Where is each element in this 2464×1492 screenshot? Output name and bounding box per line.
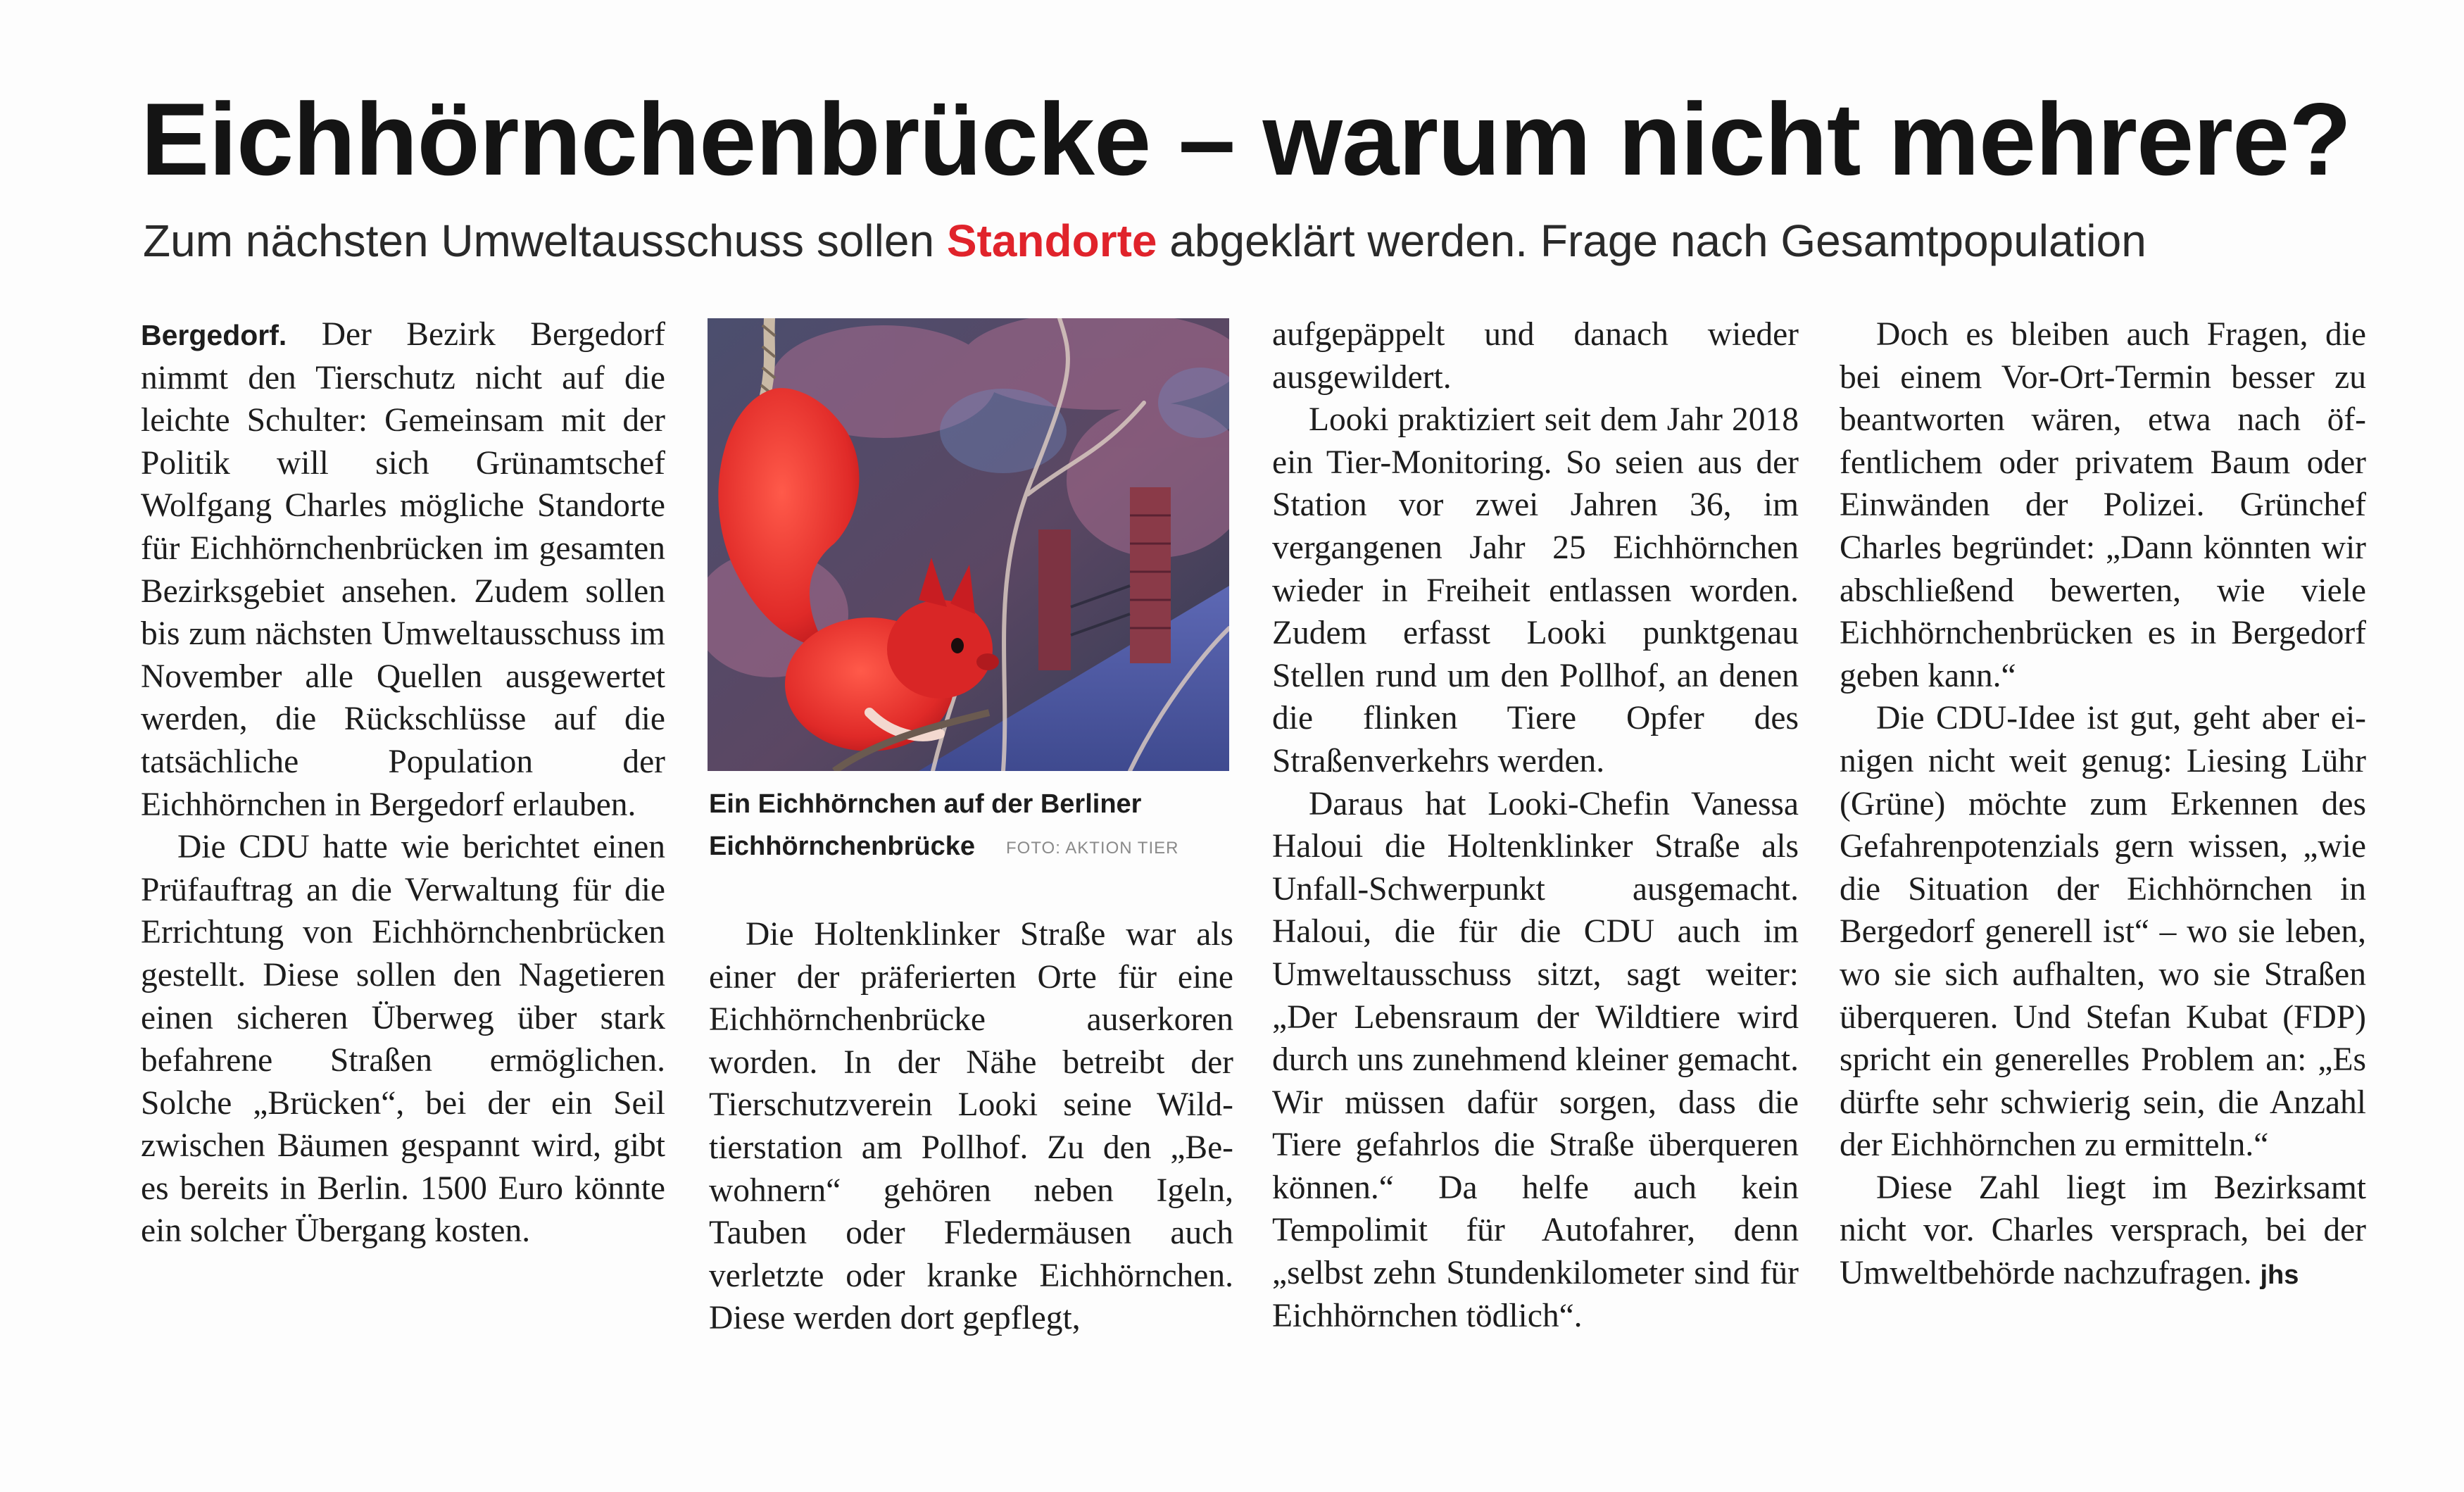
article-column-4: [1840, 313, 2366, 1297]
paragraph: Die CDU hatte wie berichtet einen Prüfauftrag an die Verwaltung für die Errichtung von Eichhörnchenbrücken gestellt. Diese sollen den Nagetieren einen sicheren Überweg über stark befahrene Straßen ermöglichen. Solche „Brücken“, bei der ein Seil zwischen Bäumen gespannt wird, gibt es bereits in Berlin. 1500 Euro könnte ein solcher Übergang kosten.: [141, 829, 665, 1250]
squirrel-illustration: [708, 318, 1229, 771]
subhead-text-before: Zum nächsten Umweltausschuss sollen: [143, 215, 947, 266]
paragraph: Looki praktiziert seit dem Jahr 2018 ein Tier-Monitoring. So seien aus der Station vor zwei Jahren 36, im vergangenen Jahr 25 Eichhörnchen wieder in Freiheit entlassen worden. Zudem erfasst Looki punktgenau Stellen rund um den Pollhof, an denen die flinken Tiere Opfer des Straßenverkehrs werden.: [1272, 401, 1799, 779]
paragraph: aufgepäppelt und danach wieder ausgewildert.: [1272, 316, 1799, 396]
paragraph-text: Diese Zahl liegt im Bezirksamt nicht vor. Charles versprach, bei der Umweltbehörde nachzufragen.: [1840, 1169, 2366, 1292]
paragraph: Die CDU-Idee ist gut, geht aber einigen nicht weit genug: Liesing Lühr (Grüne) möchte zum Erkennen des Gefahrenpotenzials gern wissen, „wie die Situation der Eichhörnchen in Bergedorf generell ist“ – wo sie leben, wo sie sich aufhalten, wo sie Straßen überqueren. Und Stefan Kubat (FDP) spricht ein generelles Problem an: „Es dürfte sehr schwierig sein, die Anzahl der Eichhörnchen zu ermitteln.“: [1840, 700, 2366, 1164]
subhead-keyword: Standorte: [946, 215, 1157, 266]
squirrel-photo: [708, 318, 1229, 771]
article-column-3: [1272, 313, 1799, 1337]
paragraph: [141, 313, 665, 826]
paragraph: [1840, 1167, 2366, 1297]
dateline: Bergedorf.: [141, 319, 287, 351]
photo-credit: FOTO: AKTION TIER: [1005, 839, 1179, 858]
paragraph: Daraus hat Looki-Chefin Vanessa Haloui die Holtenklinker Straße als Unfall-Schwerpunkt ausgemacht. Haloui, die für die CDU auch im Umweltausschuss sitzt, sagt weiter: „Der Lebensraum der Wildtiere wird durch uns zunehmend kleiner gemacht. Wir müssen dafür sorgen, dass die Tiere gefahrlos die Straße überqueren können.“ Da helfe auch kein Tempolimit für Autofahrer, denn „selbst zehn Stundenkilometer sind für Eichhörnchen tödlich“.: [1272, 785, 1799, 1334]
paragraph-text: Der Bezirk Bergedorf nimmt den Tierschutz nicht auf die leichte Schulter: Gemeinsam mit der Politik will sich Grünamtschef Wolfgang Charles mögliche Standorte für Eichhörnchenbrücken im gesamten Bezirksgebiet ansehen. Zudem sollen bis zum nächsten Umweltausschuss im November alle Quellen ausgewertet werden, die Rückschlüsse auf die tatsächliche Population der Eichhörnchen in Bergedorf erlauben.: [141, 316, 665, 823]
headline: Eichhörnchenbrücke – warum nicht mehrere?: [141, 82, 2351, 196]
caption-text: Ein Eichhörnchen auf der Berliner Eichhörnchenbrücke: [709, 789, 1142, 861]
article-column-1: [141, 313, 665, 1253]
subhead-text-after: abgeklärt werden. Frage nach Gesamtpopulation: [1157, 215, 2146, 266]
paragraph: Doch es bleiben auch Fragen, die bei einem Vor-Ort-Termin besser zu beantworten wären, etwa nach öffentlichem oder privatem Baum oder Einwänden der Polizei. Grünchef Charles begründet: „Dann könnten wir abschließend bewerten, wie viele Eichhörnchenbrücken es in Bergedorf geben kann.“: [1840, 316, 2366, 694]
photo-caption: [709, 783, 1233, 870]
author-byline: jhs: [2260, 1260, 2299, 1291]
subheadline: [143, 213, 2339, 269]
article-column-2: [709, 913, 1233, 1340]
paragraph: Die Holtenklinker Straße war als einer der präferierten Orte für eine Eichhörnchenbrücke auserkoren worden. In der Nähe betreibt der Tierschutzverein Looki seine Wildtierstation am Pollhof. Zu den „Bewohnern“ gehören neben Igeln, Tauben oder Fledermäusen auch verletzte oder kranke Eichhörnchen. Diese werden dort gepflegt,: [709, 916, 1233, 1337]
